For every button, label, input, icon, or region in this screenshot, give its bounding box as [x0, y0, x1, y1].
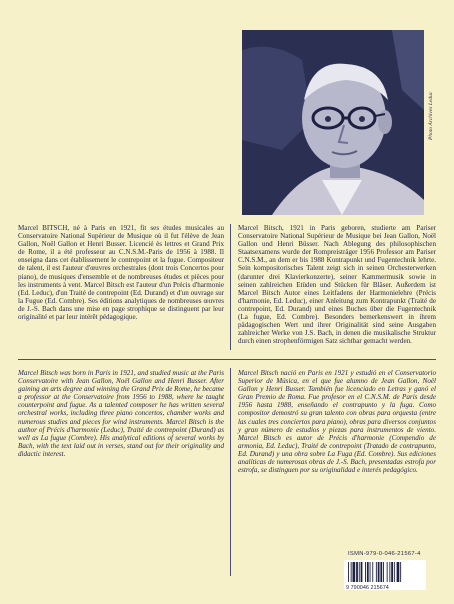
- barcode: [344, 560, 426, 590]
- biography-french: Marcel BITSCH, né à Paris en 1921, fit ses études musicales au Conservatoire National Supérieur de Musique où il fut l'élève de Jean Gallon, Noël Gallon et Henri Busser. Licencié ès lettres et Grand Prix de Rome, il a été professeur au C.N.S.M.-Paris de 1956 à 1988. Il enseigna dans cet établissement le contrepoint et la fugue. Compositeur de talent, il est l'auteur d'œuvres orchestrales (dont trois Concertos pour piano), de musiques d'ensemble et de nombreuses études et pièces pour les instruments à vent. Marcel Bitsch est l'auteur d'un Précis d'harmonie (Ed. Leduc), d'un Traité de contrepoint (Ed. Durand) et d'un ouvrage sur la Fugue (Ed. Combre). Ses éditions analytiques de nombreuses œuvres de J.-S. Bach dans une mise en page strophique se distinguent par leur originalité et par leur intérêt pédagogique.: [18, 224, 224, 322]
- biography-german: Marcel Bitsch, 1921 in Paris geboren, studierte am Pariser Conservatoire National Supérieur de Musique bei Jean Gallon, Noël Gallon und Henri Büsser. Nach Ablegung des philosophischen Staatsexamens wurde der Rompreisträger 1956 Professor am Pariser C.N.S.M., an dem er bis 1988 Kontrapunkt und Fugentechnik lehrte. Sein kompositorisches Talent zeigt sich in seinen Orchesterwerken (darunter drei Klavierkonzerte), seiner Kammermusik sowie in seinen zahlreichen Etüden und Stücken für Bläser. Außerdem ist Marcel Bitsch Autor eines Leitfadens der Harmonielehre (Précis d'harmonie, Ed. Leduc), einer Anleitung zum Kontrapunkt (Traité de contrepoint, Ed. Durand) und eines Buches über die Fugentechnik (La fugue, Ed. Combre). Besonders bemerkenswert in ihrem pädagogischen Wert und ihrer Originalität sind seine Ausgaben zahlreicher Werke von J.S. Bach, in denen die musikalische Struktur durch einen strophenförmigen Satz sichtbar gemacht werden.: [238, 224, 436, 346]
- column-divider-bottom: [230, 368, 231, 576]
- isbn-label: ISMN-979-0-046-21567-4: [348, 551, 421, 557]
- portrait-illustration: [242, 30, 424, 215]
- biography-spanish: Marcel Bitsch nació en Paris en 1921 y estudió en el Conservatorio Superior de Música, en el que fue alumno de Jean Gallon, Noël Gallon y Henri Busser. También fue licenciado en Letras y ganó el Gran Premio de Roma. Fue profesor en el C.N.S.M. de Paris desde 1956 hasta 1988, enseñando el contrapunto y la fuga. Como compositor demostró su gran talento con obras para orquesta (entre las cuales tres conciertos para piano), obras para diversos conjuntos y gran número de estudios y piezas para instrumentos de viento. Marcel Bitsch es autor de Précis d'harmonie (Compendio de armonia, Ed. Leduc), Traité de contrepoint (Tratado de contrapunto, Ed. Durand) y una obra sobre La Fuga (Ed. Combre). Sus ediciones analíticas de numerosas obras de J.-S. Bach, presentadas estrofa por estrofa, se distinguen por su originalidad e interés pedagógico.: [238, 369, 436, 475]
- portrait-photo: [242, 30, 424, 215]
- column-divider-top: [230, 224, 231, 350]
- photo-credit: Photo Archives Leduc: [428, 91, 434, 140]
- biography-english: Marcel Bitsch was born in Paris in 1921, and studied music at the Paris Conservatoire with Jean Gallon, Noël Gallon and Henri Busser. After gaining an arts degree and winning the Grand Prix de Rome, he became a professor at the Conservatoire from 1956 to 1988, where he taught counterpoint and fugue. As a talented composer he has written several orchestral works, including three piano concertos, chamber works and numerous studies and pieces for wind instruments. Marcel Bitsch is the author of Précis d'harmonie (Leduc), Traité de contrepoint (Durand) as well as La fugue (Combre). His analytical editions of several works by Bach, with the text laid out in verses, stand out for their originality and didactic interest.: [18, 369, 225, 458]
- barcode-digits: 9 790046 215674: [346, 585, 389, 590]
- section-divider: [18, 359, 436, 360]
